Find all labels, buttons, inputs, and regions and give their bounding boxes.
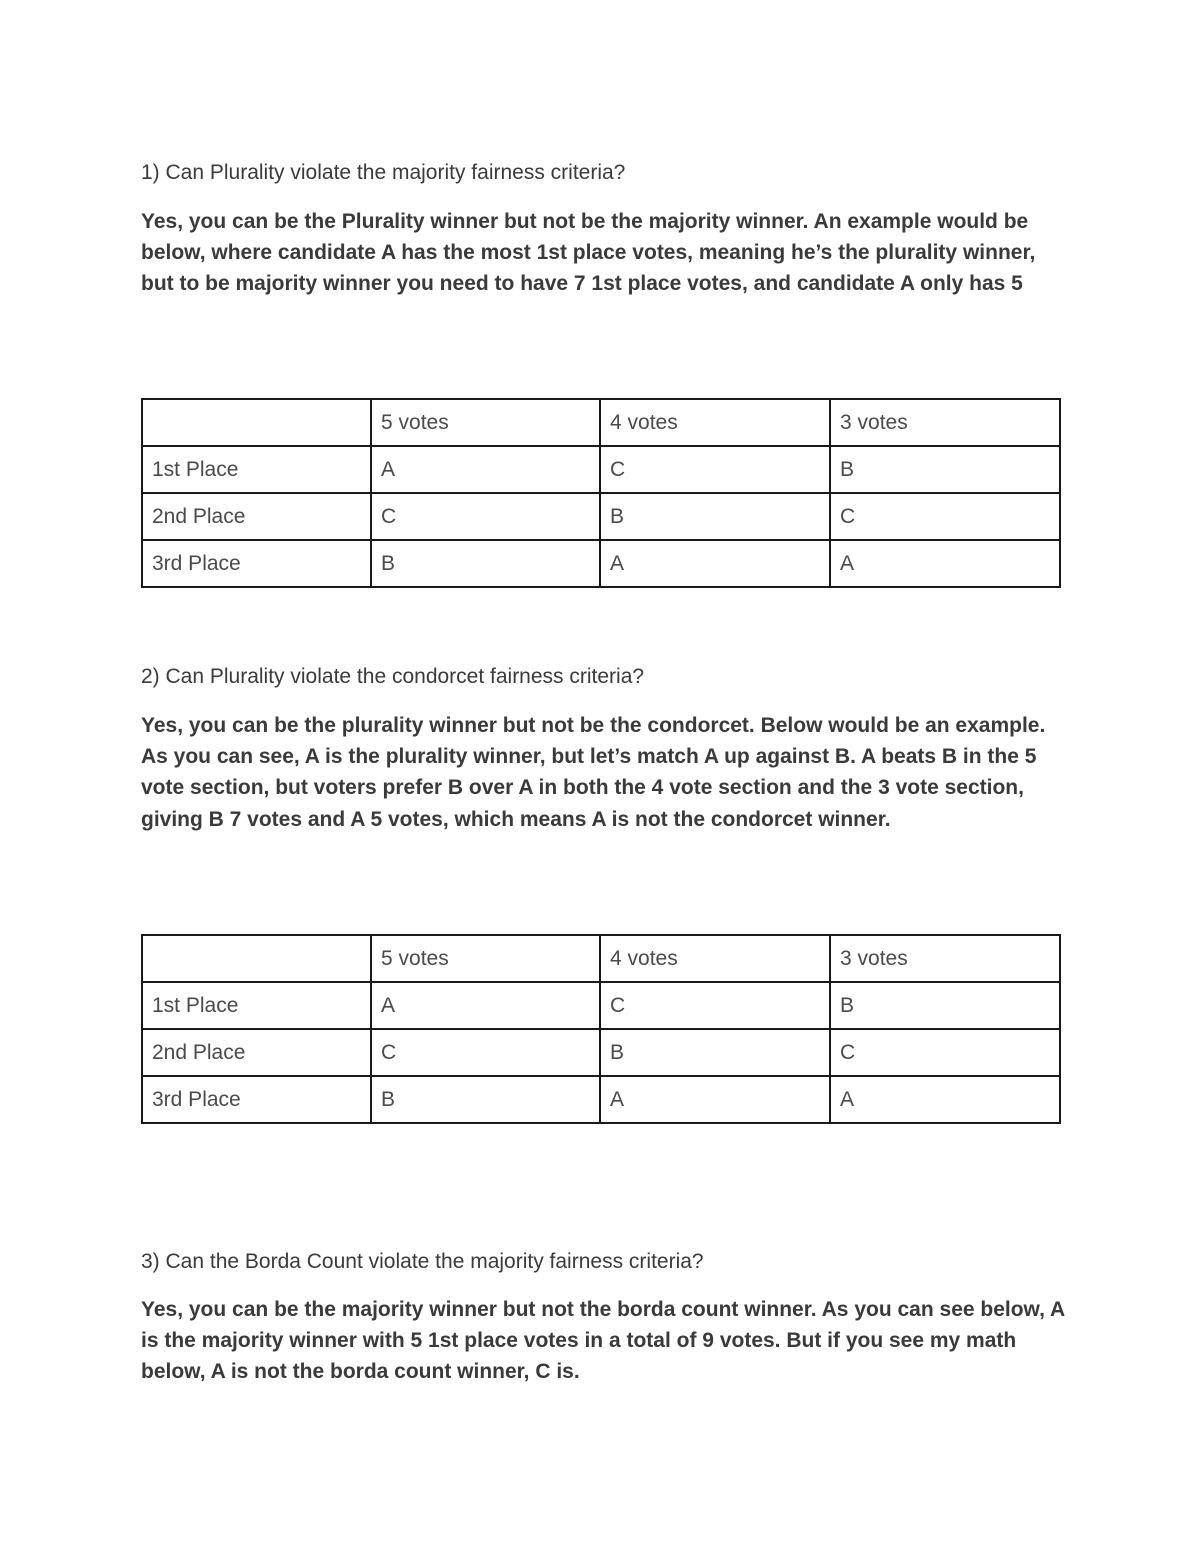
table-cell: C (600, 446, 830, 493)
question-3: 3) Can the Borda Count violate the majority fairness criteria? (141, 1250, 704, 1273)
table-row (142, 540, 1060, 587)
header-cell: 3 votes (830, 935, 1060, 982)
table-row (142, 493, 1060, 540)
header-cell: 4 votes (600, 935, 830, 982)
table-cell: C (371, 493, 600, 540)
row-label-cell: 2nd Place (142, 1029, 371, 1076)
table-cell: B (830, 446, 1060, 493)
table-cell: A (830, 1076, 1060, 1123)
row-label-cell: 2nd Place (142, 493, 371, 540)
row-label-cell: 3rd Place (142, 540, 371, 587)
answer-3: Yes, you can be the majority winner but not the borda count winner. As you can see below, A is the majority winner with 5 1st place votes in a total of 9 votes. But if you see my math below, A is not the borda count winner, C is. (141, 1298, 1065, 1384)
row-label-cell: 1st Place (142, 446, 371, 493)
table-row (142, 446, 1060, 493)
header-cell: 5 votes (371, 399, 600, 446)
table-cell: B (830, 982, 1060, 1029)
header-cell (142, 399, 371, 446)
votes-table-1 (141, 398, 1061, 588)
table-header-row (142, 935, 1060, 982)
table-cell: A (371, 446, 600, 493)
table-cell: C (371, 1029, 600, 1076)
table-cell: A (830, 540, 1060, 587)
table-cell: C (830, 493, 1060, 540)
table-cell: A (371, 982, 600, 1029)
table-row (142, 1076, 1060, 1123)
table-header-row (142, 399, 1060, 446)
row-label-cell: 3rd Place (142, 1076, 371, 1123)
table-row (142, 1029, 1060, 1076)
row-label-cell: 1st Place (142, 982, 371, 1029)
table-cell: B (371, 1076, 600, 1123)
table-cell: A (600, 1076, 830, 1123)
votes-table-2 (141, 934, 1061, 1124)
answer-2: Yes, you can be the plurality winner but not be the condorcet. Below would be an example. As you can see, A is the plurality winner, but let’s match A up against B. A beats B in the 5 vote section, but voters prefer B over A in both the 4 vote section and the 3 vote section, giving B 7 votes and A 5 votes, which means A is not the condorcet winner. (141, 714, 1046, 831)
header-cell: 5 votes (371, 935, 600, 982)
question-2: 2) Can Plurality violate the condorcet fairness criteria? (141, 665, 645, 688)
table-cell: A (600, 540, 830, 587)
header-cell: 3 votes (830, 399, 1060, 446)
table-cell: C (600, 982, 830, 1029)
header-cell (142, 935, 371, 982)
table-row (142, 982, 1060, 1029)
answer-1: Yes, you can be the Plurality winner but not be the majority winner. An example would be below, where candidate A has the most 1st place votes, meaning he’s the plurality winner, but to be majority winner you need to have 7 1st place votes, and candidate A only has 5 (141, 210, 1036, 296)
question-1: 1) Can Plurality violate the majority fairness criteria? (141, 161, 626, 184)
table-cell: B (371, 540, 600, 587)
table-cell: B (600, 1029, 830, 1076)
table-cell: B (600, 493, 830, 540)
table-cell: C (830, 1029, 1060, 1076)
header-cell: 4 votes (600, 399, 830, 446)
